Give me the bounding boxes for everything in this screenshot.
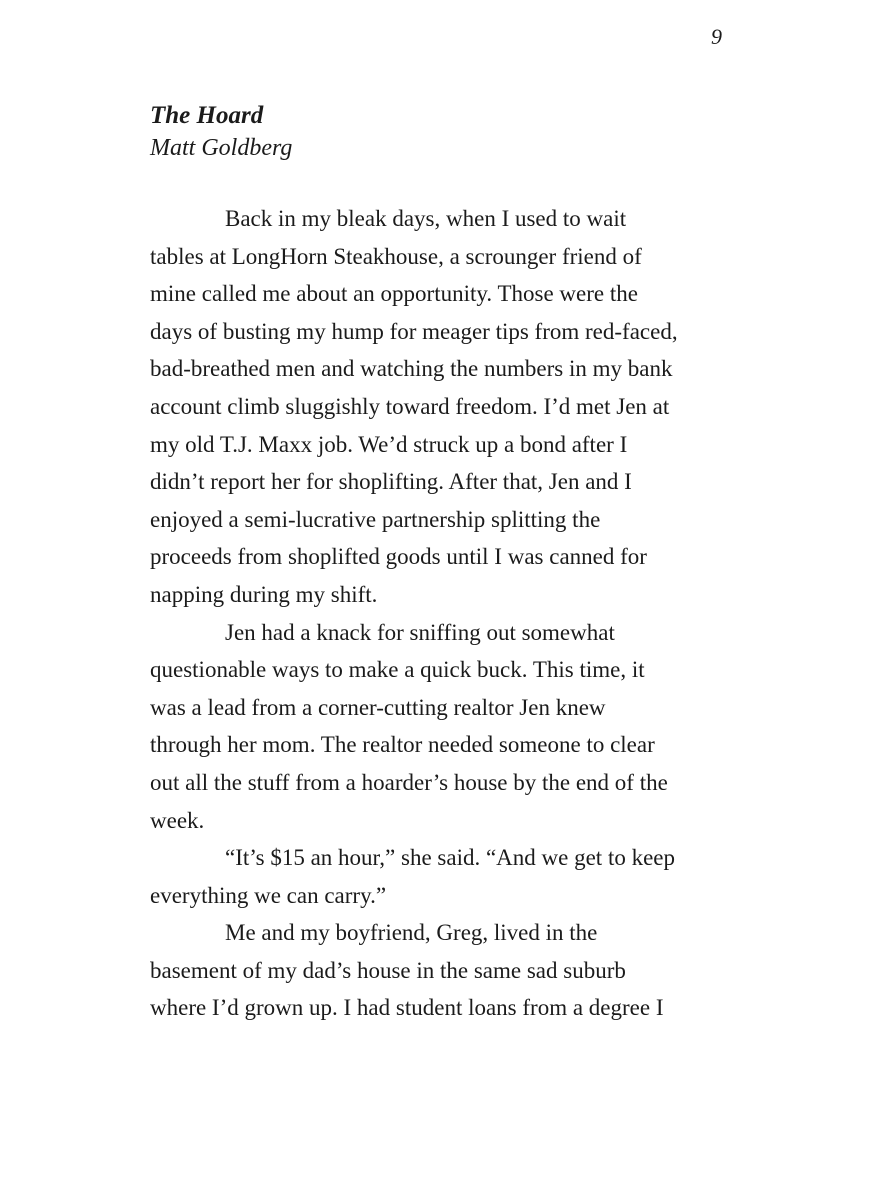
text-line: days of busting my hump for meager tips from red-faced, [150,318,678,344]
text-line: Back in my bleak days, when I used to wait [225,206,627,231]
text-line: proceeds from shoplifted goods until I was canned for [150,544,647,570]
text-line: week. [150,807,205,833]
page-number: 9 [711,24,722,49]
text-line: didn’t report her for shoplifting. After that, Jen and I [150,469,632,495]
title-block [150,100,292,164]
text-line: was a lead from a corner-cutting realtor Jen knew [150,694,606,720]
author-name: Matt Goldberg [150,135,293,161]
text-line: basement of my dad’s house in the same sad suburb [150,957,626,983]
text-line: enjoyed a semi-lucrative partnership splitting the [150,506,601,532]
text-line: through her mom. The realtor needed someone to clear [150,732,655,758]
story-body [150,200,750,1027]
text-line: out all the stuff from a hoarder’s house by the end of the [150,769,668,795]
text-line: bad-breathed men and watching the numbers in my bank [150,356,673,382]
text-line: my old T.J. Maxx job. We’d struck up a bond after I [150,431,628,457]
text-line: Jen had a knack for sniffing out somewhat [225,619,615,645]
text-line: “It’s $15 an hour,” she said. “And we get to keep [225,845,676,871]
story-title: The Hoard [150,102,264,129]
text-line: where I’d grown up. I had student loans from a degree I [150,995,664,1021]
text-line: questionable ways to make a quick buck. This time, it [150,657,645,683]
text-line: tables at LongHorn Steakhouse, a scrounger friend of [150,243,642,269]
text-line: account climb sluggishly toward freedom. I’d met Jen at [150,393,670,419]
text-line: mine called me about an opportunity. Those were the [150,281,638,307]
text-line: napping during my shift. [150,581,378,607]
text-line: everything we can carry.” [150,882,387,908]
text-line: Me and my boyfriend, Greg, lived in the [225,920,598,946]
